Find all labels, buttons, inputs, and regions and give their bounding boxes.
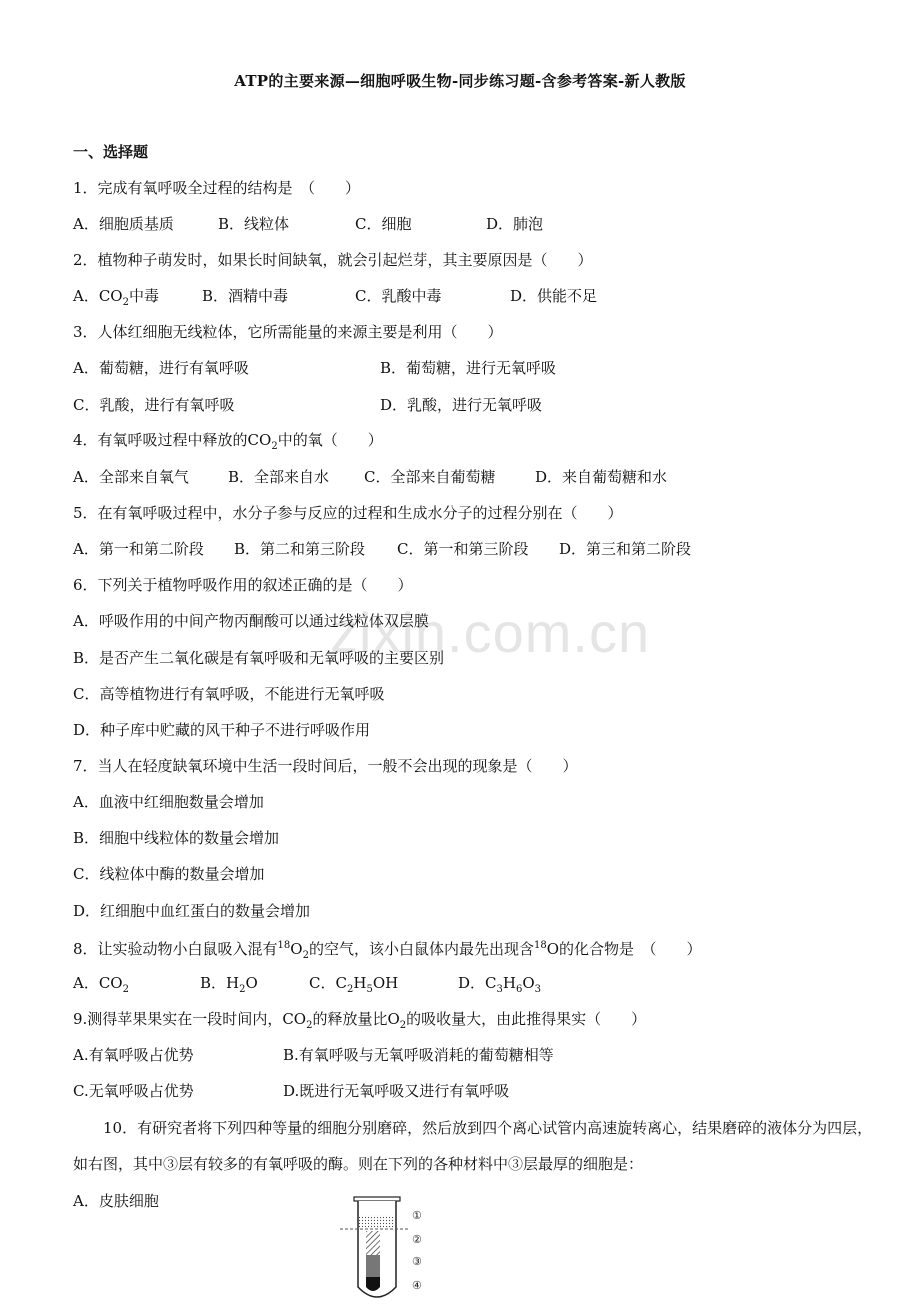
layer-label-3: ③ [412, 1255, 422, 1268]
q6-option-a: A．呼吸作用的中间产物丙酮酸可以通过线粒体双层膜 [73, 612, 429, 630]
centrifuge-tube-illustration [340, 1195, 440, 1302]
q9-option-d: D.既进行无氧呼吸又进行有氧呼吸 [283, 1082, 510, 1100]
layer-label-2: ② [412, 1233, 422, 1246]
q7-option-b: B．细胞中线粒体的数量会增加 [73, 829, 280, 847]
centrifuge-tube-figure [340, 1195, 440, 1306]
q9-option-a: A.有氧呼吸占优势 [73, 1046, 194, 1064]
layer-4 [366, 1277, 380, 1291]
q6-option-b: B．是否产生二氧化碳是有氧呼吸和无氧呼吸的主要区别 [73, 649, 445, 667]
tube-rim [354, 1197, 400, 1201]
q5-option-c: C．第一和第三阶段 [397, 540, 529, 558]
q8-option-b: B．$H_2O$ [200, 974, 258, 995]
q4-option-a: A．全部来自氧气 [73, 468, 189, 486]
question-9-stem: 9.测得苹果果实在一段时间内，$CO_2$的释放量比$O_2$的吸收量大，由此推得果实（ ） [73, 1010, 647, 1031]
q1-option-d: D．肺泡 [486, 215, 544, 233]
question-3-stem: 3．人体红细胞无线粒体，它所需能量的来源主要是利用（ ） [73, 323, 503, 341]
watermark: zixin.com.cn [330, 601, 651, 664]
question-5-stem: 5．在有氧呼吸过程中，水分子参与反应的过程和生成水分子的过程分别在（ ） [73, 504, 623, 522]
layer-label-4: ④ [412, 1279, 422, 1292]
question-2-stem: 2．植物种子萌发时，如果长时间缺氧，就会引起烂芽，其主要原因是（ ） [73, 251, 593, 269]
layer-1 [359, 1215, 395, 1229]
q7-option-c: C．线粒体中酶的数量会增加 [73, 865, 265, 883]
q2-option-c: C．乳酸中毒 [355, 287, 442, 305]
question-6-stem: 6．下列关于植物呼吸作用的叙述正确的是（ ） [73, 576, 413, 594]
question-10-stem: 10．有研究者将下列四种等量的细胞分别磨碎，然后放到四个离心试管内高速旋转离心，结果磨碎的液体分为四层，如右图，其中③层有较多的有氧呼吸的酶。则在下列的各种材料中③层最厚的细胞是： [73, 1119, 873, 1173]
q1-option-a: A．细胞质基质 [73, 215, 174, 233]
document-title: ATP的主要来源—细胞呼吸生物-同步练习题-含参考答案-新人教版 [234, 72, 686, 90]
q5-option-a: A．第一和第二阶段 [73, 540, 204, 558]
q10-option-a: A．皮肤细胞 [73, 1192, 159, 1210]
q3-option-c: C．乳酸，进行有氧呼吸 [73, 396, 235, 414]
q2-option-b: B．酒精中毒 [202, 287, 289, 305]
q3-option-d: D．乳酸，进行无氧呼吸 [380, 396, 543, 414]
q8-option-c: C．$C_2H_5OH$ [309, 974, 399, 995]
q1-option-b: B．线粒体 [218, 215, 290, 233]
q8-option-a: A．$CO_2$ [73, 974, 129, 995]
q8-option-d: D．$C_3H_6O_3$ [458, 974, 542, 995]
q4-option-d: D．来自葡萄糖和水 [535, 468, 668, 486]
q7-option-d: D．红细胞中血红蛋白的数量会增加 [73, 902, 311, 920]
q2-option-a: A．$CO_2$中毒 [73, 287, 159, 308]
q5-option-b: B．第二和第三阶段 [234, 540, 366, 558]
question-1-stem: 1．完成有氧呼吸全过程的结构是 （ ） [73, 179, 361, 197]
q3-option-a: A．葡萄糖，进行有氧呼吸 [73, 359, 249, 377]
question-4-stem: 4．有氧呼吸过程中释放的$CO_2$中的氧（ ） [73, 431, 383, 452]
q5-option-d: D．第三和第二阶段 [559, 540, 692, 558]
q4-option-b: B．全部来自水 [228, 468, 330, 486]
q1-option-c: C．细胞 [355, 215, 412, 233]
layer-label-1: ① [412, 1209, 422, 1222]
question-7-stem: 7．当人在轻度缺氧环境中生活一段时间后，一般不会出现的现象是（ ） [73, 757, 578, 775]
q2-option-d: D．供能不足 [510, 287, 598, 305]
q3-option-b: B．葡萄糖，进行无氧呼吸 [380, 359, 557, 377]
q6-option-c: C．高等植物进行有氧呼吸，不能进行无氧呼吸 [73, 685, 385, 703]
q9-option-b: B.有氧呼吸与无氧呼吸消耗的葡萄糖相等 [283, 1046, 554, 1064]
layer-3 [366, 1255, 380, 1277]
q7-option-a: A．血液中红细胞数量会增加 [73, 793, 264, 811]
q4-option-c: C．全部来自葡萄糖 [364, 468, 496, 486]
section-heading: 一、选择题 [73, 143, 149, 161]
q9-option-c: C.无氧呼吸占优势 [73, 1082, 194, 1100]
q6-option-d: D．种子库中贮藏的风干种子不进行呼吸作用 [73, 721, 371, 739]
question-8-stem: 8．让实验动物小白鼠吸入混有$^{18}O_2$的空气，该小白鼠体内最先出现含$^{18}$O的化合物是 （ ） [73, 940, 702, 961]
layer-2 [366, 1231, 380, 1255]
